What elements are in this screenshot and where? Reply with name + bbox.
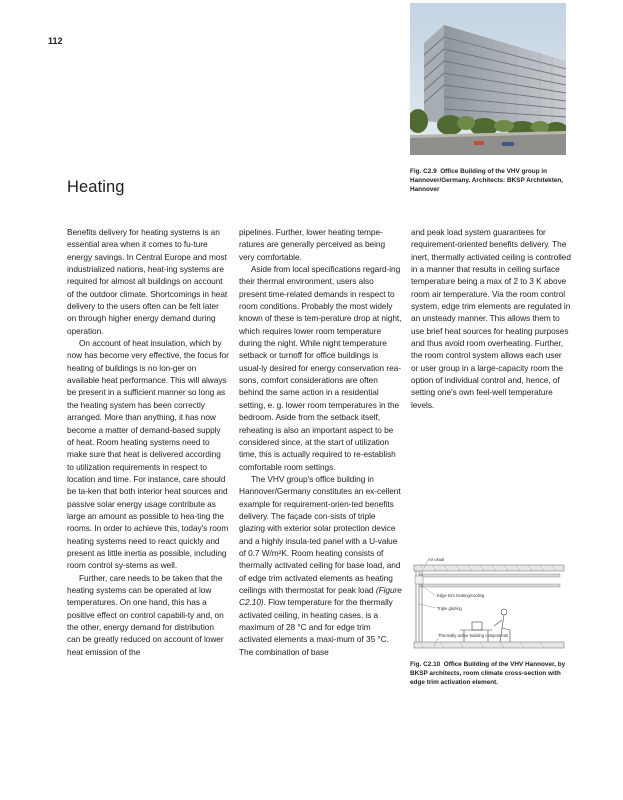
- figure-c2-10-caption: [410, 661, 570, 688]
- building-photo-illustration: [410, 3, 566, 155]
- figure-c2-9-text: Office Building of the VHV group in Hannover/Germany. Architects: BKSP Architekten, Hannover: [410, 168, 564, 193]
- paragraph-text: The VHV group's office building in Hannover/Germany constitutes an ex-cellent example for requirement-orien-ted benefits delivery. The façade con-sists of triple glazing with exterior solar protection device and a highly insula-ted panel with a U-value of 0.7 W/m²K. Room heating consists of thermally activated ceiling for base load, and of edge trim activated elements as heating ceilings with thermostat for peak load: [239, 473, 401, 595]
- figure-c2-9-caption: [410, 168, 570, 195]
- label-air: Air usual: [428, 557, 445, 562]
- paragraph: On account of heat insulation, which by now has become very effective, the focus for heating of buildings is no lon-ger on available heat performance. This will always be present in a sufficient manner so long as the heating system has been correctly arranged. More than anything, it has now become a matter of demand-based supply of heat. Room heating systems need to make sure that heat is delivered according to utilization requirements in respect to location and time. For instance, care should be ta-ken that both interior heat sources and passive solar energy usage contribute as large an amount as possible to hea-ting the rooms. In order to achieve this, today's room heating systems need to react quickly and present as little inertia as possible, including room control sy-stems as well.: [67, 338, 229, 571]
- label-triple-glazing: Triple glazing: [437, 606, 462, 611]
- paragraph: Further, care needs to be taken that the heating systems can be operated at low temperatures. On one hand, this has a positive effect on control capabili-ty and, on the other, energy demand for distribution can be greatly reduced on account of lower heat emission of the: [67, 572, 224, 657]
- section-heading: Heating: [67, 178, 125, 196]
- page-number: 112: [48, 36, 63, 46]
- paragraph: [239, 473, 402, 658]
- label-thermally-active: Thermally active building components: [438, 633, 509, 638]
- building-photo: [410, 3, 566, 155]
- paragraph: Aside from local specifications regard-ing their thermal environment, users also present time-related demands in respect to room conditions. Probably the most widely known of these is tem-perature drop at night, which requires lower room temperature during the night. While night temperature setback or turnoff for office buildings is usual-ly desired for energy conservation rea-sons, comfort considerations are often behind the same action in a residential setting, e. g. lower room temperatures in the bedroom. Aside from the setback itself, reheating is also an important aspect to be considered since, at the start of utilization time, this is actually required to re-establish comfortable room settings.: [239, 264, 402, 472]
- cross-section-diagram: [410, 556, 567, 654]
- cross-section-illustration: [410, 556, 567, 654]
- figure-c2-9-label: Fig. C2.9: [410, 168, 437, 175]
- figure-reference: (Figure C2.10).: [239, 584, 402, 608]
- paragraph-text: Flow temperature for the thermally activated ceiling, in heating cases, is a maximum of 28 °C and for edge trim activated elements a maxi-mum of 35 °C. The combination of base: [239, 597, 393, 657]
- text-column-2: [239, 226, 402, 658]
- figure-c2-10-text: Office Building of the VHV Hannover, by BKSP architects, room climate cross-section with edge trim activation element.: [410, 661, 566, 686]
- figure-c2-10-label: Fig. C2.10: [410, 661, 441, 668]
- text-column-3: [411, 226, 571, 411]
- paragraph: pipelines. Further, lower heating tempe-ratures are generally perceived as being very comfortable.: [239, 227, 386, 262]
- paragraph: and peak load system guarantees for requirement-oriented benefits delivery. The inert, thermally activated ceiling is controlled in a manner that results in ceiling surface temperature being a max of 2 to 3 K above room air temperature. Via the room control system, edge trim elements are regulated in an unsteady manner. This allows them to use brief heat sources for heating purposes and thus avoid room overheating. Further, the room control system allows each user or user group in a large-capacity room the option of individual control and, hence, of setting one's own feel-well temperature levels.: [411, 227, 571, 410]
- paragraph: Benefits delivery for heating systems is an essential area when it comes to fu-ture energy savings. In Central Europe and most industrialized nations, heat-ing systems are required for almost all buildings on account of the outdoor climate. Shortcomings in heat delivery to the users often can be felt later on through higher energy demand during operation.: [67, 227, 228, 336]
- text-column-1: [67, 226, 229, 658]
- label-edge-trim: Edge trim heating/cooling: [437, 593, 485, 598]
